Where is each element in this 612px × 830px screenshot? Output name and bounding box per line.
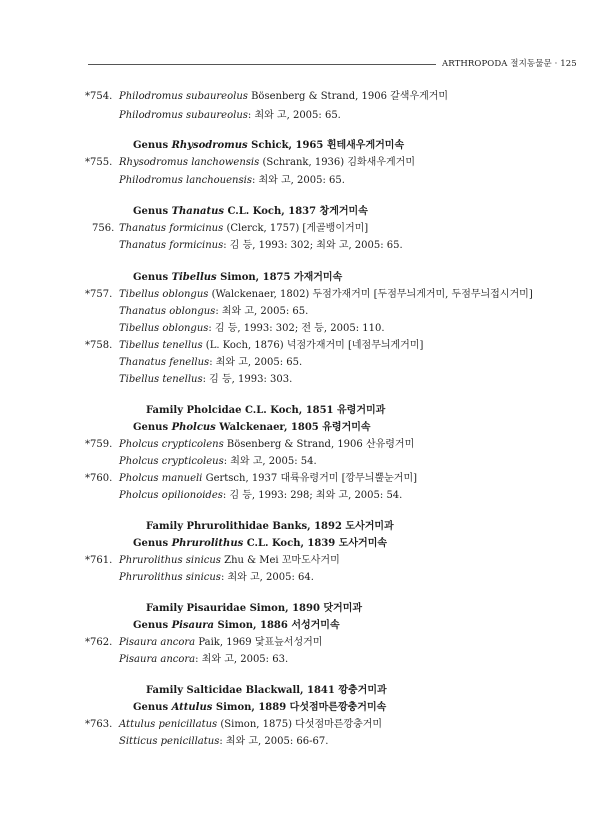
species-author: (Walckenaer, 1802) 두점가재거미 [두점무늬게거미, 두점무늬접시거미] <box>211 289 533 300</box>
synonym-line <box>119 239 403 252</box>
entry-761-title <box>119 554 340 567</box>
entry-number: *754. <box>85 91 113 102</box>
entry-number: *761. <box>85 555 113 566</box>
species-author: (Simon, 1875) 다섯점마른깡충거미 <box>220 719 383 730</box>
synonym-line <box>119 322 385 335</box>
synonym-ref: : 김 등, 1993: 298; 최와 고, 2005: 54. <box>222 490 403 501</box>
synonym-line <box>119 489 402 502</box>
entry-755-title <box>119 156 415 169</box>
entry-756-title <box>119 222 368 235</box>
family-heading: Family Phrurolithidae Banks, 1892 도사거미과 <box>146 521 394 532</box>
species-author: Gertsch, 1937 대륙유령거미 [깡무늬뿔눈거미] <box>205 473 418 484</box>
synonym-name: Sitticus penicillatus <box>119 736 220 747</box>
synonym-ref: : 최와 고, 2005: 63. <box>195 654 289 665</box>
family-heading: Family Pholcidae C.L. Koch, 1851 유령거미과 <box>146 405 386 416</box>
synonym-line <box>119 109 341 122</box>
genus-name: Pholcus <box>171 422 216 433</box>
synonym-name: Tibellus tenellus <box>119 374 203 385</box>
synonym-name: Thanatus oblongus <box>119 306 216 317</box>
running-head: ARTHROPODA 절지동물문 · 125 <box>442 59 577 69</box>
synonym-ref: : 김 등, 1993: 303. <box>202 374 293 385</box>
species-author: Paik, 1969 닻표늪서성거미 <box>198 637 323 648</box>
synonym-name: Tibellus oblongus <box>119 323 209 334</box>
synonym-ref: : 최와 고, 2005: 65. <box>215 306 309 317</box>
entry-number: *762. <box>85 637 113 648</box>
synonym-ref: : 최와 고, 2005: 65. <box>251 175 345 186</box>
entry-number: 756. <box>92 223 115 234</box>
entry-758-title <box>119 339 423 352</box>
synonym-name: Pholcus crypticoleus <box>119 456 224 467</box>
genus-name: Attulus <box>171 702 213 713</box>
genus-name: Phrurolithus <box>171 538 244 549</box>
species-name: Philodromus subaureolus <box>119 91 248 102</box>
synonym-ref: : 최와 고, 2005: 65. <box>247 110 341 121</box>
synonym-ref: : 최와 고, 2005: 64. <box>220 572 314 583</box>
entry-759-title <box>119 438 414 451</box>
species-name: Pisaura ancora <box>119 637 196 648</box>
synonym-name: Phrurolithus sinicus <box>119 572 221 583</box>
header-rule <box>88 64 436 65</box>
genus-name: Pisaura <box>171 620 215 631</box>
synonym-ref: : 김 등, 1993: 302; 전 등, 2005: 110. <box>208 323 385 334</box>
species-author: Bösenberg & Strand, 1906 산유령거미 <box>226 439 415 450</box>
species-name: Thanatus formicinus <box>119 223 224 234</box>
entry-number: *758. <box>85 340 113 351</box>
synonym-ref: : 김 등, 1993: 302; 최와 고, 2005: 65. <box>223 240 403 251</box>
genus-heading: Genus Phrurolithus C.L. Koch, 1839 도사거미속 <box>133 538 388 549</box>
species-author: Bösenberg & Strand, 1906 갈색우게거미 <box>251 91 449 102</box>
entry-760-title <box>119 472 417 485</box>
genus-name: Thanatus <box>171 206 225 217</box>
species-name: Tibellus oblongus <box>119 289 209 300</box>
synonym-name: Philodromus subaureolus <box>119 110 248 121</box>
genus-heading: Genus Rhysodromus Schick, 1965 휜테새우게거미속 <box>133 140 405 151</box>
species-name: Tibellus tenellus <box>119 340 203 351</box>
entry-number: *757. <box>85 289 113 300</box>
synonym-line <box>119 653 288 666</box>
synonym-line <box>119 735 328 748</box>
genus-heading: Genus Pholcus Walckenaer, 1805 유령거미속 <box>133 422 371 433</box>
species-name: Phrurolithus sinicus <box>119 555 221 566</box>
synonym-ref: : 최와 고, 2005: 65. <box>209 357 303 368</box>
family-heading: Family Pisauridae Simon, 1890 닷거미과 <box>146 603 363 614</box>
synonym-line <box>119 571 314 584</box>
synonym-name: Pholcus opilionoides <box>119 490 223 501</box>
genus-name: Rhysodromus <box>171 140 248 151</box>
species-name: Rhysodromus lanchowensis <box>119 157 260 168</box>
entry-762-title <box>119 636 322 649</box>
genus-name: Tibellus <box>171 272 217 283</box>
genus-heading: Genus Pisaura Simon, 1886 서성거미속 <box>133 620 340 631</box>
synonym-line <box>119 455 317 468</box>
entry-number: *755. <box>85 157 113 168</box>
synonym-name: Pisaura ancora <box>119 654 196 665</box>
genus-heading: Genus Tibellus Simon, 1875 가재거미속 <box>133 272 343 283</box>
synonym-line <box>119 373 292 386</box>
entry-number: *760. <box>85 473 113 484</box>
species-name: Pholcus manueli <box>119 473 203 484</box>
genus-heading: Genus Thanatus C.L. Koch, 1837 창게거미속 <box>133 206 368 217</box>
synonym-name: Thanatus fenellus <box>119 357 210 368</box>
family-heading: Family Salticidae Blackwall, 1841 깡충거미과 <box>146 685 387 696</box>
entry-number: *763. <box>85 719 113 730</box>
entry-number: *759. <box>85 439 113 450</box>
species-author: Zhu & Mei 꼬마도사거미 <box>224 555 340 566</box>
entry-757-title <box>119 288 533 301</box>
synonym-ref: : 최와 고, 2005: 54. <box>223 456 317 467</box>
synonym-line <box>119 356 302 369</box>
species-author: (Clerck, 1757) [게골뱅이거미] <box>226 223 369 234</box>
entry-754-title <box>119 90 448 103</box>
entry-763-title <box>119 718 382 731</box>
species-name: Pholcus crypticolens <box>119 439 224 450</box>
synonym-ref: : 최와 고, 2005: 66-67. <box>219 736 329 747</box>
species-author: (L. Koch, 1876) 넉점가재거미 [네점무늬게거미] <box>205 340 424 351</box>
synonym-line <box>119 174 345 187</box>
synonym-name: Thanatus formicinus <box>119 240 224 251</box>
synonym-name: Philodromus lanchouensis <box>119 175 252 186</box>
species-name: Attulus penicillatus <box>119 719 218 730</box>
genus-heading: Genus Attulus Simon, 1889 다섯점마른깡충거미속 <box>133 702 387 713</box>
species-author: (Schrank, 1936) 김화새우게거미 <box>262 157 415 168</box>
synonym-line <box>119 305 308 318</box>
